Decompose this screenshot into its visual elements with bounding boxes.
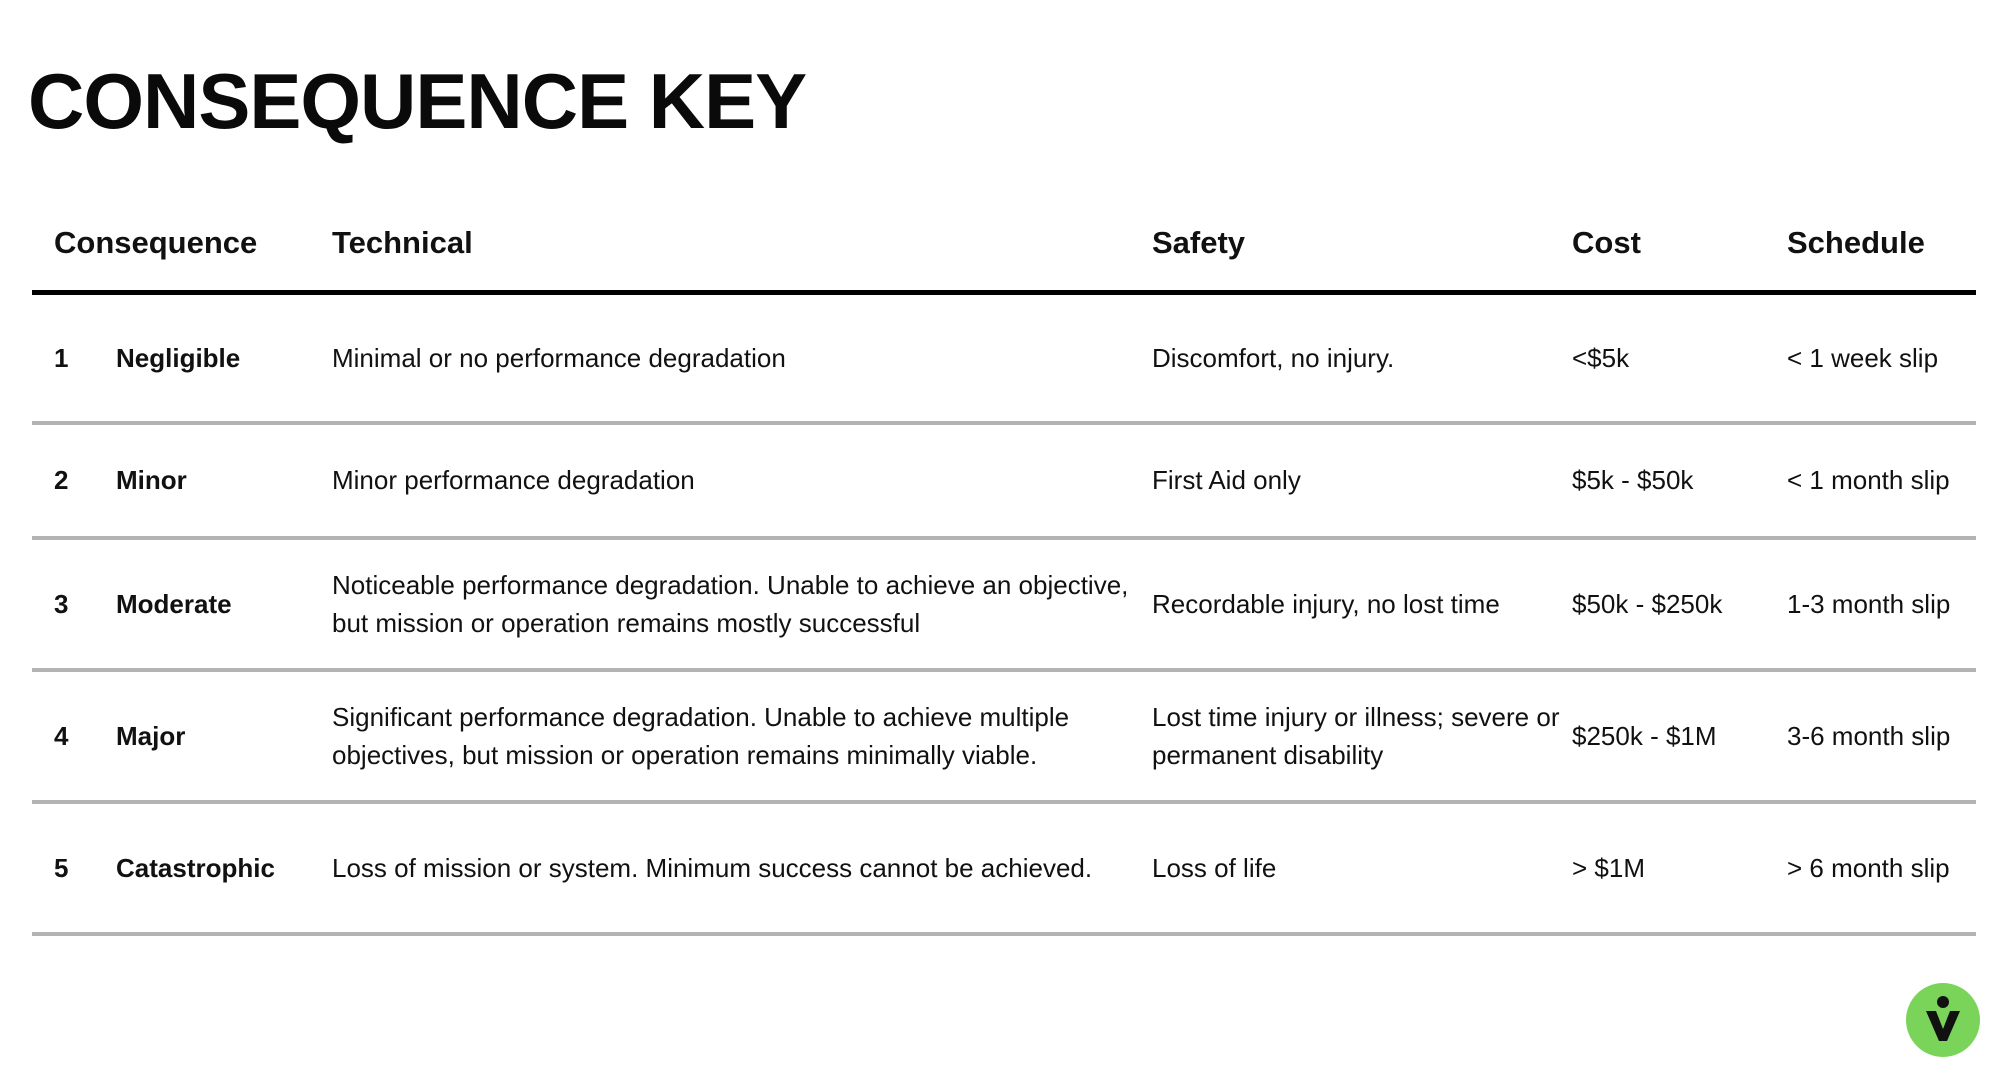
- schedule-cell: < 1 week slip: [1787, 293, 1976, 423]
- header-safety: Safety: [1152, 195, 1572, 293]
- technical-cell: Noticeable performance degradation. Unable to achieve an objective, but mission or operation remains mostly successful: [332, 538, 1152, 670]
- brand-v-logo-icon: [1906, 983, 1980, 1057]
- consequence-level: Negligible: [116, 342, 241, 373]
- table-header-row: [32, 195, 1976, 293]
- header-cost: Cost: [1572, 195, 1787, 293]
- consequence-level: Moderate: [116, 588, 232, 619]
- consequence-cell: [32, 423, 332, 538]
- cost-cell: > $1M: [1572, 802, 1787, 934]
- technical-cell: Minor performance degradation: [332, 423, 1152, 538]
- safety-cell: Discomfort, no injury.: [1152, 293, 1572, 423]
- consequence-cell: [32, 293, 332, 423]
- brand-logo-glyph: [1906, 983, 1980, 1057]
- consequence-table: [32, 195, 1976, 936]
- schedule-cell: 3-6 month slip: [1787, 670, 1976, 802]
- safety-cell: First Aid only: [1152, 423, 1572, 538]
- schedule-cell: 1-3 month slip: [1787, 538, 1976, 670]
- header-schedule: Schedule: [1787, 195, 1976, 293]
- consequence-number: 5: [54, 852, 69, 883]
- consequence-number: 1: [54, 342, 69, 373]
- table-row: [32, 538, 1976, 670]
- consequence-level: Catastrophic: [116, 852, 275, 883]
- cost-cell: $250k - $1M: [1572, 670, 1787, 802]
- cost-cell: $5k - $50k: [1572, 423, 1787, 538]
- table-row: [32, 670, 1976, 802]
- cost-cell: <$5k: [1572, 293, 1787, 423]
- consequence-level: Minor: [116, 465, 187, 495]
- consequence-level: Major: [116, 720, 186, 751]
- technical-cell: Significant performance degradation. Unable to achieve multiple objectives, but mission or operation remains minimally viable.: [332, 670, 1152, 802]
- schedule-cell: > 6 month slip: [1787, 802, 1976, 934]
- table-row: [32, 802, 1976, 934]
- technical-cell: Minimal or no performance degradation: [332, 293, 1152, 423]
- table-row: [32, 423, 1976, 538]
- consequence-cell: [32, 538, 332, 670]
- consequence-number: 3: [54, 588, 69, 619]
- safety-cell: Recordable injury, no lost time: [1152, 538, 1572, 670]
- consequence-number: 4: [54, 720, 69, 751]
- cost-cell: $50k - $250k: [1572, 538, 1787, 670]
- table-row: [32, 293, 1976, 423]
- header-consequence: Consequence: [32, 195, 332, 293]
- page-title: CONSEQUENCE KEY: [28, 57, 807, 145]
- safety-cell: Loss of life: [1152, 802, 1572, 934]
- technical-cell: Loss of mission or system. Minimum success cannot be achieved.: [332, 802, 1152, 934]
- header-technical: Technical: [332, 195, 1152, 293]
- schedule-cell: < 1 month slip: [1787, 423, 1976, 538]
- consequence-number: 2: [54, 465, 69, 495]
- consequence-cell: [32, 802, 332, 934]
- consequence-cell: [32, 670, 332, 802]
- safety-cell: Lost time injury or illness; severe or permanent disability: [1152, 670, 1572, 802]
